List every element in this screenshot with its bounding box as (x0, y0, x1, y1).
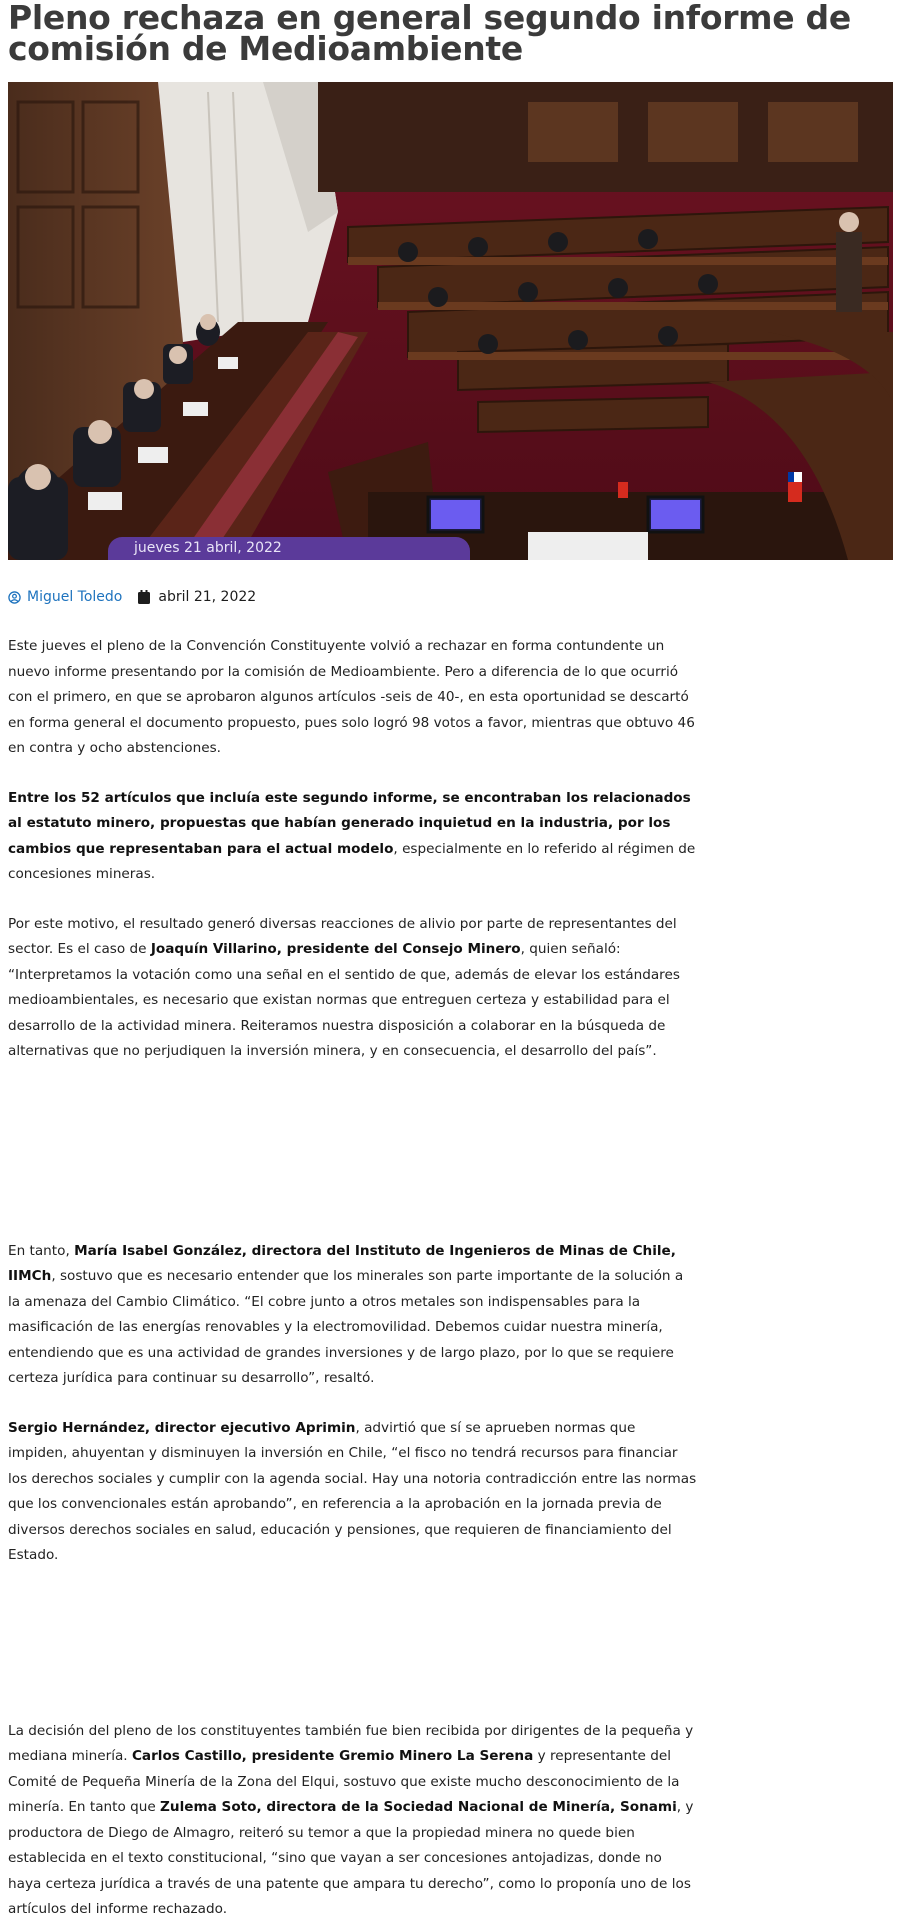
publish-date-text: abril 21, 2022 (158, 589, 257, 605)
text-run: Por este motivo, el resultado generó diversas reacciones de alivio por parte de representantes del sector. Es el caso de (8, 915, 677, 957)
text-run: , sostuvo que es necesario entender que los minerales son parte importante de la solución a la amenaza del Cambio Climático. “El cobre junto a otros metales son indispensables para la masificación de las energías renovables y la electromovilidad. Debemos cuidar nuestra minería, entendiendo que es una actividad de grandes inversiones y de largo plazo, por lo que se requiere certeza jurídica para continuar su desarrollo”, resaltó. (8, 1268, 684, 1386)
text-run: , especialmente en lo referido al régimen de concesiones mineras. (8, 840, 696, 882)
embedded-content-placeholder (8, 1593, 698, 1719)
text-run: En tanto, (8, 1242, 75, 1259)
user-circle-icon (8, 591, 21, 604)
bold-text-run: Zulema Soto, directora de la Sociedad Nacional de Minería, Sonami (160, 1799, 677, 1815)
embedded-content-placeholder (8, 1089, 698, 1239)
article-title: Pleno rechaza en general segundo informe de comisión de Medioambiente (8, 0, 851, 68)
bold-text-run: Entre los 52 artículos que incluía este segundo informe, se encontraban los relacionados al estatuto minero, propuestas que habían generado inquietud en la industria, por los cambios que representaban para el actual modelo (8, 789, 691, 857)
video-date-overlay: jueves 21 abril, 2022 (108, 537, 470, 560)
bold-text-run: Carlos Castillo, presidente Gremio Minero La Serena (131, 1748, 534, 1764)
text-run: , y productora de Diego de Almagro, reiteró su temor a que la propiedad minera no quede bien establecida en el texto constitucional, “sino que vayan a ser concesiones antojadizas, donde no haya certeza jurídica a través de una patente que ampara tu derecho”, como lo proponía uno de los artículos del informe rechazado. (8, 1799, 694, 1917)
article-body (8, 634, 698, 1923)
paragraph (8, 634, 698, 762)
calendar-icon (138, 590, 150, 604)
author-name: Miguel Toledo (27, 589, 123, 605)
paragraph (8, 1416, 698, 1569)
paragraph (8, 786, 698, 888)
publish-date (138, 589, 256, 605)
text-run: , advirtió que sí se aprueben normas que impiden, ahuyentan y disminuyen la inversión en Chile, “el fisco no tendrá recursos para financiar los derechos sociales y cumplir con la agenda social. Hay una notoria contradicción entre las normas que los convencionales están aprobando”, en referencia a la aprobación en la jornada previa de diversos derechos sociales en salud, educación y pensiones, que requieren de financiamiento del Estado. (8, 1419, 697, 1563)
article-hero-image (8, 82, 893, 560)
text-run: y representante del Comité de Pequeña Minería de la Zona del Elqui, sostuvo que existe mucho desconocimiento de la minería. En tanto que (8, 1748, 680, 1815)
text-run: , quien señaló: “Interpretamos la votación como una señal en el sentido de que, además de elevar los estándares medioambientales, es necesario que existan normas que entreguen certeza y estabilidad para el desarrollo de la actividad minera. Reiteramos nuestra disposición a colaborar en la búsqueda de alternativas que no perjudiquen la inversión minera, y en consecuencia, el desarrollo del país”. (8, 941, 680, 1059)
chamber-photo (8, 82, 893, 560)
author-link[interactable] (8, 589, 122, 605)
paragraph (8, 1719, 698, 1923)
text-run: Este jueves el pleno de la Convención Constituyente volvió a rechazar en forma contundente un nuevo informe presentando por la comisión de Medioambiente. Pero a diferencia de lo que ocurrió con el primero, en que se aprobaron algunos artículos -seis de 40-, en esta oportunidad se descartó en forma general el documento propuesto, pues solo logró 98 votos a favor, mientras que obtuvo 46 en contra y ocho abstenciones. (8, 638, 695, 756)
paragraph (8, 912, 698, 1065)
text-run: La decisión del pleno de los constituyentes también fue bien recibida por dirigentes de la pequeña y mediana minería. (8, 1722, 694, 1764)
bold-text-run: Joaquín Villarino, presidente del Consejo Minero (150, 941, 521, 957)
bold-text-run: María Isabel González, directora del Instituto de Ingenieros de Minas de Chile, IIMCh (8, 1242, 676, 1284)
article-meta (8, 588, 893, 606)
paragraph (8, 1239, 698, 1392)
bold-text-run: Sergio Hernández, director ejecutivo Aprimin (8, 1419, 356, 1436)
